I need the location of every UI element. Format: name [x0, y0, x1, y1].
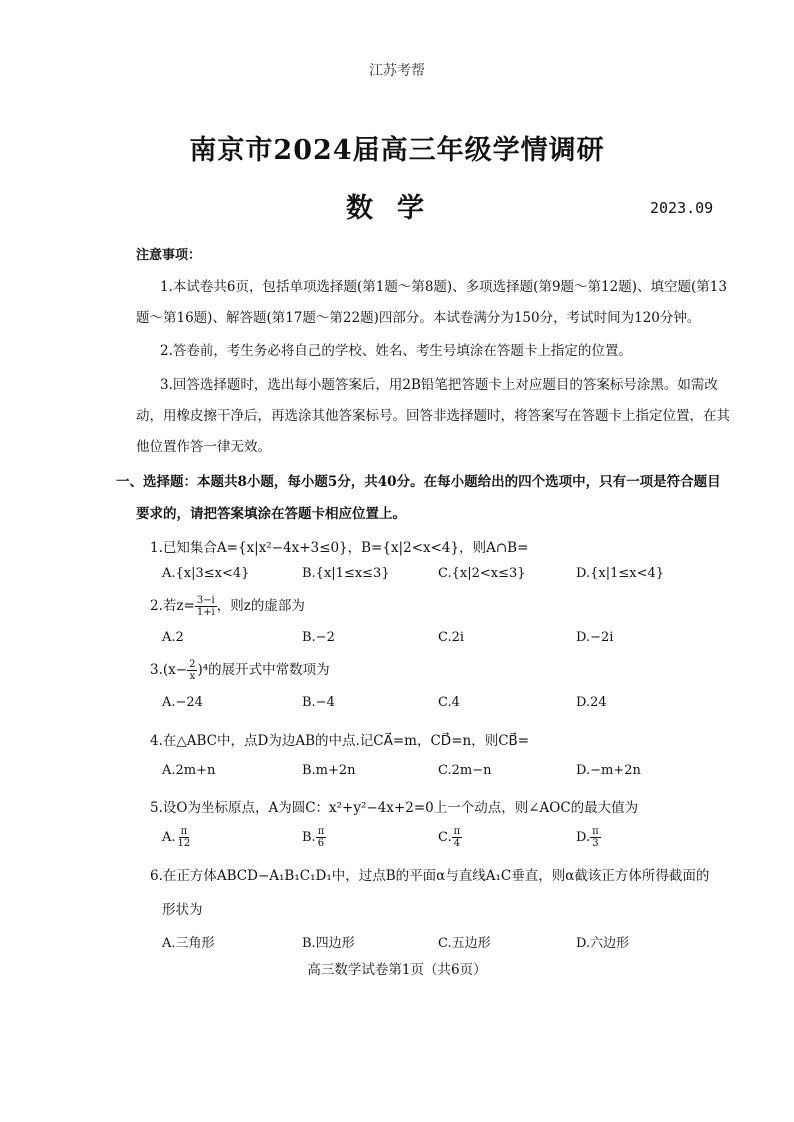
question-1-stem: 1.已知集合A={x|x²−4x+3≤0}，B={x|2<x<4}，则A∩B=: [150, 540, 529, 556]
question-5-option-b-fraction: [316, 826, 327, 849]
question-5-option-d-fraction: [590, 826, 601, 849]
question-5-option-b-numerator: π: [317, 826, 325, 837]
question-4-stem: 4.在△ABC中，点D为边AB的中点.记CA⃗=m，CD⃗=n，则CB⃗=: [150, 733, 530, 749]
question-5-option-a-numerator: π: [180, 826, 188, 837]
question-2-fraction-numerator: 3−i: [196, 595, 215, 606]
page-title: 南京市2024届高三年级学情调研: [189, 135, 605, 166]
question-3-fraction-denominator: x: [189, 671, 196, 682]
notice-item-3-line-3: 他位置作答一律无效。: [136, 439, 271, 455]
question-3-option-c: C.4: [438, 695, 460, 710]
question-2-option-b: B.−2: [302, 630, 335, 645]
question-3-fraction-numerator: 2: [189, 659, 196, 670]
question-2-stem-suffix: ，则z的虚部为: [216, 598, 305, 614]
question-2-stem: [150, 594, 305, 618]
question-5-option-c-denominator: 4: [453, 838, 461, 849]
question-5-stem: 5.设O为坐标原点，A为圆C：x²+y²−4x+2=0上一个动点，则∠AOC的最大值为: [150, 800, 639, 816]
question-5-option-d-label: D.: [576, 830, 591, 845]
question-5-option-b-label: B.: [302, 830, 316, 845]
question-3-stem-prefix: 3.(x−: [150, 662, 188, 678]
question-3-stem: [150, 658, 330, 682]
question-2-fraction-denominator: 1+i: [196, 607, 215, 618]
notice-item-3-line-2: 动，用橡皮擦干净后，再选涂其他答案标号。回答非选择题时，将答案写在答题卡上指定位置，在其: [136, 408, 730, 424]
notice-item-2: 2.答卷前，考生务必将自己的学校、姓名、考生号填涂在答题卡上指定的位置。: [160, 343, 632, 359]
question-5-option-d-denominator: 3: [592, 838, 599, 849]
question-3-option-d: D.24: [576, 695, 607, 710]
question-3-option-a: A.−24: [162, 695, 203, 710]
notice-item-3-line-1: 3.回答选择题时，选出每小题答案后，用2B铅笔把答题卡上对应题目的答案标号涂黑。如需改: [160, 377, 718, 393]
watermark: 江苏考帮: [369, 63, 425, 79]
question-5-option-b: [302, 826, 326, 849]
question-1-option-b: B.{x|1≤x≤3}: [302, 566, 390, 581]
question-2-option-c: C.2i: [438, 630, 465, 645]
question-2-option-d: D.−2i: [576, 630, 614, 645]
question-5-option-a-label: A.: [162, 830, 176, 845]
question-3-stem-suffix: )⁴的展开式中常数项为: [197, 662, 330, 678]
question-5-option-d-numerator: π: [592, 826, 599, 837]
question-2-option-a: A.2: [162, 630, 184, 645]
question-4-option-c: C.2m−n: [438, 763, 492, 778]
question-1-option-a: A.{x|3≤x<4}: [162, 566, 250, 581]
notice-heading: 注意事项：: [136, 248, 202, 263]
question-1-option-d: D.{x|1≤x<4}: [576, 566, 665, 581]
question-5-option-c-numerator: π: [453, 826, 461, 837]
question-2-fraction: [195, 595, 217, 618]
notice-item-1-line-1: 1.本试卷共6页，包括单项选择题(第1题～第8题)、多项选择题(第9题～第12题)、填空题(第13: [160, 279, 727, 295]
question-4-option-a: A.2m+n: [162, 763, 216, 778]
notice-item-1-line-2: 题～第16题)、解答题(第17题～第22题)四部分。本试卷满分为150分，考试时间为120分钟。: [136, 310, 701, 326]
question-5-option-c-fraction: [452, 826, 463, 849]
question-5-option-a-fraction: [176, 826, 193, 849]
question-4-option-b: B.m+2n: [302, 763, 356, 778]
question-6-option-c: C.五边形: [438, 936, 491, 951]
question-2-stem-prefix: 2.若z=: [150, 598, 195, 614]
question-5-option-c: [438, 826, 462, 849]
question-6-option-a: A.三角形: [162, 936, 215, 951]
question-5-option-a: [162, 826, 192, 849]
subject-title: 数学: [346, 193, 448, 224]
question-6-stem-line-2: 形状为: [162, 902, 203, 918]
question-6-option-d: D.六边形: [576, 936, 630, 951]
question-6-stem-line-1: 6.在正方体ABCD−A₁B₁C₁D₁中，过点B的平面α与直线A₁C垂直，则α截该正方体所得截面的: [150, 868, 710, 884]
question-5-option-b-denominator: 6: [317, 838, 325, 849]
question-6-option-b: B.四边形: [302, 936, 355, 951]
page-footer: 高三数学试卷第1页（共6页）: [307, 962, 487, 978]
question-1-option-c: C.{x|2<x≤3}: [438, 566, 526, 581]
question-5-option-d: [576, 826, 601, 849]
question-5-option-c-label: C.: [438, 830, 452, 845]
question-5-option-a-denominator: 12: [177, 838, 191, 849]
question-3-fraction: [187, 659, 197, 682]
section-1-heading-line-2: 要求的，请把答案填涂在答题卡相应位置上。: [136, 506, 406, 522]
question-4-option-d: D.−m+2n: [576, 763, 641, 778]
section-1-heading-line-1: 一、选择题：本题共8小题，每小题5分，共40分。在每小题给出的四个选项中，只有一项是符合题目: [116, 474, 721, 490]
question-3-option-b: B.−4: [302, 695, 335, 710]
exam-date: 2023.09: [650, 199, 714, 217]
